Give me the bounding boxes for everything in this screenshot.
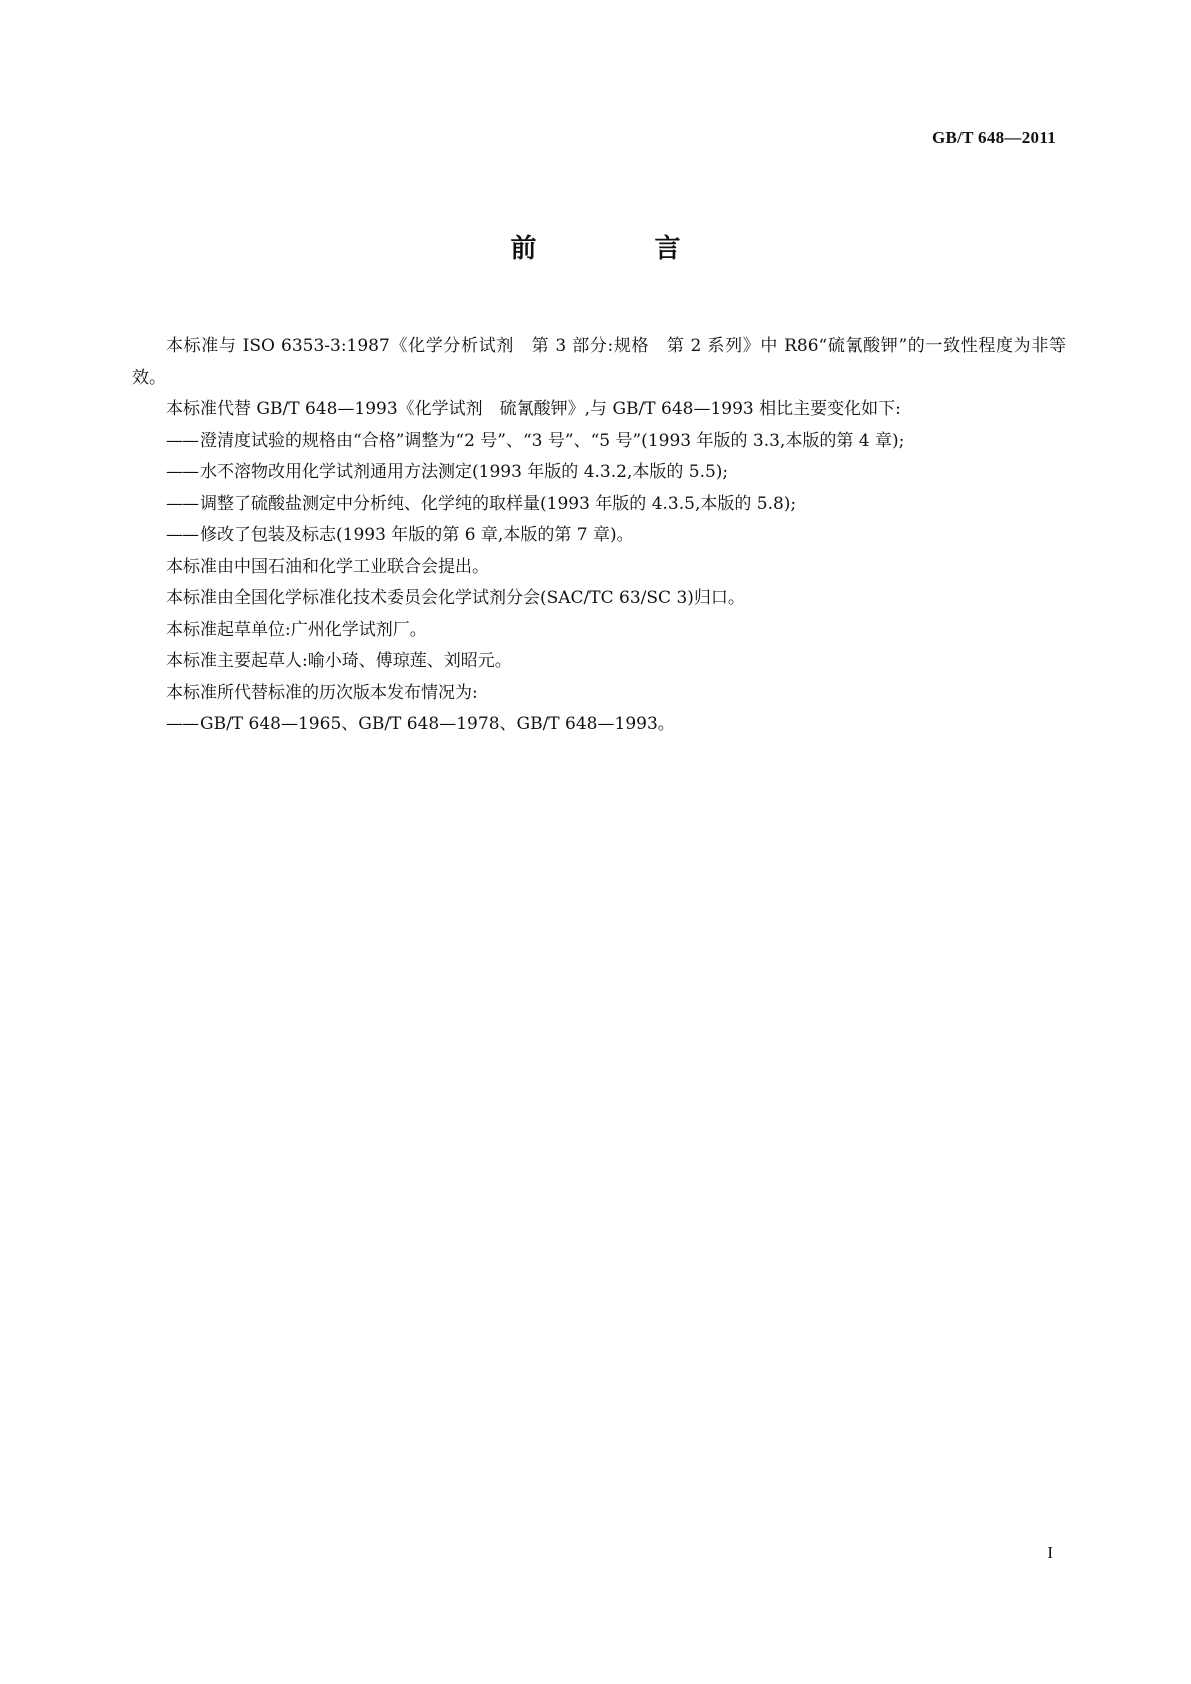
dash-marker: —— [166,714,198,734]
history-intro-statement: 本标准所代替标准的历次版本发布情况为: [166,682,478,703]
proposer-statement: 本标准由中国石油和化学工业联合会提出。 [166,556,489,577]
replacement-paragraph: 本标准代替 GB/T 648—1993《化学试剂 硫氰酸钾》,与 GB/T 648—1993 相比主要变化如下: [166,399,901,419]
foreword-body [132,331,1066,741]
change-item-text: 修改了包装及标志(1993 年版的第 6 章,本版的第 7 章)。 [200,525,634,545]
equivalence-paragraph: 本标准与 ISO 6353-3:1987《化学分析试剂 第 3 部分:规格 第 2 系列》中 R86“硫氰酸钾”的一致性程度为非等效。 [132,336,1066,388]
change-item-text: 水不溶物改用化学试剂通用方法测定(1993 年版的 4.3.2,本版的 5.5); [200,462,729,482]
history-item [132,709,1066,741]
change-item [132,426,1066,458]
committee-statement: 本标准由全国化学标准化技术委员会化学试剂分会(SAC/TC 63/SC 3)归口。 [166,588,745,608]
drafting-unit-statement: 本标准起草单位:广州化学试剂厂。 [166,619,427,640]
dash-marker: —— [166,462,198,482]
dash-marker: —— [166,493,198,514]
change-item [132,457,1066,489]
history-item-text: GB/T 648—1965、GB/T 648—1978、GB/T 648—1993。 [200,714,675,734]
document-number: GB/T 648—2011 [931,128,1056,147]
change-item-text: 澄清度试验的规格由“合格”调整为“2 号”、“3 号”、“5 号”(1993 年版的 3.3,本版的第 4 章); [200,430,905,451]
page-number: I [1047,1543,1053,1562]
change-item [132,520,1066,552]
dash-marker: —— [166,430,198,451]
dash-marker: —— [166,525,198,545]
page-title: 前 言 [510,234,727,264]
drafters-statement: 本标准主要起草人:喻小琦、傅琼莲、刘昭元。 [166,651,512,671]
change-item [132,489,1066,521]
change-item-text: 调整了硫酸盐测定中分析纯、化学纯的取样量(1993 年版的 4.3.5,本版的 5.8); [200,493,797,514]
